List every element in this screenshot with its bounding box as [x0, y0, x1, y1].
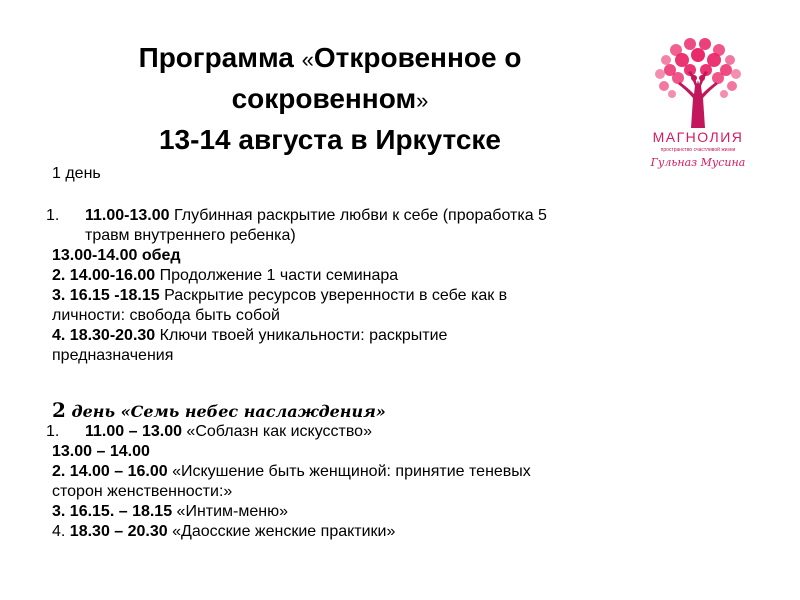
session-time: 4. 18.30-20.30	[52, 327, 156, 344]
logo-tagline: пространство счастливой жизни	[660, 147, 736, 153]
session-title-cont: сторон женственности:»	[52, 483, 233, 500]
day2-heading	[52, 400, 652, 422]
session-title: Раскрытие ресурсов уверенности в себе как в	[159, 287, 508, 304]
day2-item-4	[52, 522, 652, 542]
title-quote-open: «	[301, 47, 314, 72]
session-title: «Искушение быть женщиной: принятие теневых	[167, 463, 531, 480]
day1-item-2	[52, 266, 652, 286]
list-number: 1.	[46, 207, 60, 224]
day1-item-1	[46, 206, 652, 246]
session-title-cont: травм внутреннего ребенка)	[85, 227, 296, 244]
page-title	[80, 38, 580, 159]
day1-item-3	[52, 286, 652, 306]
session-title: «Даосские женские практики»	[167, 523, 396, 540]
title-line-1	[80, 38, 580, 79]
session-title-cont: предназначения	[52, 347, 174, 364]
session-time: 11.00 – 13.00	[85, 423, 182, 440]
logo-name: МАГНОЛИЯ	[652, 129, 744, 145]
day1-lunch: 13.00-14.00 обед	[52, 247, 181, 264]
list-number: 4.	[52, 523, 70, 540]
logo-signature: Гульназ Мусина	[650, 156, 746, 169]
list-number: 1.	[46, 423, 60, 440]
title-line-3: 13-14 августа в Иркутске	[158, 124, 501, 155]
title-line-2	[80, 79, 580, 120]
day2-item-2	[52, 462, 652, 482]
day2-item-3	[52, 502, 652, 522]
day2-heading-text: день «Семь небес наслаждения»	[65, 402, 386, 421]
session-title-cont: личности: свобода быть собой	[52, 307, 280, 324]
title-quote-close: »	[416, 88, 429, 113]
session-time: 11.00-13.00	[85, 207, 170, 224]
day1-item-4	[52, 326, 652, 346]
session-title: Продолжение 1 части семинара	[155, 267, 399, 284]
day2-heading-number: 2	[52, 398, 66, 422]
day1-heading: 1 день	[52, 165, 101, 182]
tree-couple-icon	[638, 38, 758, 130]
session-time: 2. 14.00-16.00	[52, 267, 156, 284]
title-text: Программа	[138, 42, 302, 73]
session-time: 3. 16.15. – 18.15	[52, 503, 173, 520]
title-text: сокровенном	[231, 83, 417, 114]
day2-break: 13.00 – 14.00	[52, 443, 150, 460]
session-time: 3. 16.15 -18.15	[52, 287, 160, 304]
session-title: Глубинная раскрытие любви к себе (проработка 5	[169, 207, 547, 224]
session-title: «Интим-меню»	[172, 503, 289, 520]
session-time: 2. 14.00 – 16.00	[52, 463, 168, 480]
title-text: Откровенное о	[313, 42, 522, 73]
session-time: 18.30 – 20.30	[69, 523, 168, 540]
magnolia-logo	[638, 38, 758, 188]
day2-item-1	[46, 422, 652, 442]
session-title: «Соблазн как искусство»	[181, 423, 372, 440]
session-title: Ключи твоей уникальности: раскрытие	[155, 327, 448, 344]
program-schedule	[46, 164, 652, 542]
